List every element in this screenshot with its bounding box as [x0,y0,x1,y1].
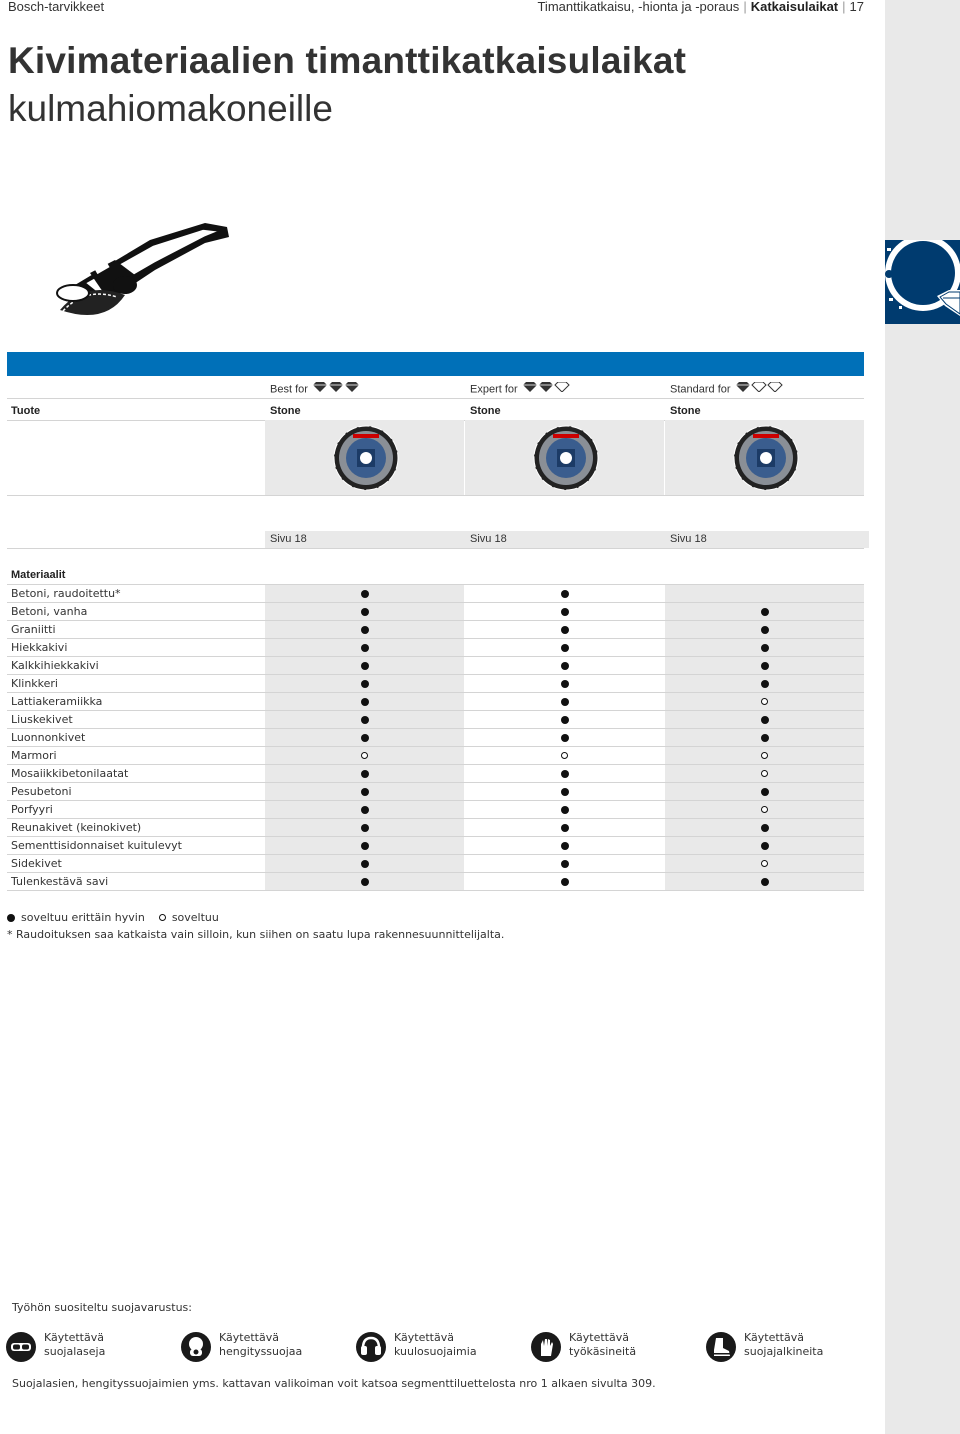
product-name: Stone [470,405,501,417]
full-dot-icon [361,806,369,814]
suitability-cell [465,783,664,800]
full-dot-icon [361,824,369,832]
table-row [7,765,864,783]
full-dot-icon [561,626,569,634]
material-name: Kalkkihiekkakivi [11,659,99,672]
open-dot-icon [361,752,368,759]
full-dot-icon [561,806,569,814]
full-dot-icon [561,860,569,868]
tier-row [7,381,864,399]
suitability-cell [465,693,664,710]
material-name: Liuskekivet [11,713,73,726]
right-sidebar [885,0,960,1434]
ppe-label: Käytettävä [744,1331,804,1344]
gloves-icon [531,1332,561,1362]
open-dot-icon [761,770,768,777]
suitability-cell [465,585,664,602]
ppe-label: Käytettävä [44,1331,104,1344]
full-dot-icon [361,626,369,634]
suitability-cell [465,855,664,872]
table-row [7,801,864,819]
suitability-cell [665,873,864,890]
full-dot-icon [7,914,15,922]
suitability-cell [665,711,864,728]
full-dot-icon [561,590,569,598]
suitability-cell [665,693,864,710]
suitability-cell [265,873,464,890]
full-dot-icon [761,824,769,832]
tier-standard: Standard for [665,381,869,398]
full-dot-icon [361,842,369,850]
suitability-cell [665,585,864,602]
full-dot-icon [361,860,369,868]
product-name: Stone [270,405,301,417]
suitability-cell [465,675,664,692]
full-dot-icon [361,680,369,688]
full-dot-icon [561,788,569,796]
ppe-label: suojajalkineita [744,1345,824,1358]
material-name: Tulenkestävä savi [11,875,109,888]
suitability-cell [265,639,464,656]
suitability-cell [665,801,864,818]
suitability-cell [465,765,664,782]
legend-full: soveltuu erittäin hyvin [21,911,145,924]
respirator-icon [181,1332,211,1362]
suitability-cell [265,711,464,728]
material-name: Luonnonkivet [11,731,86,744]
full-dot-icon [761,680,769,688]
full-dot-icon [761,788,769,796]
open-dot-icon [761,806,768,813]
suitability-cell [265,855,464,872]
breadcrumb-category: Timanttikatkaisu, -hionta ja -poraus [537,0,740,14]
ppe-label: Käytettävä [569,1331,629,1344]
suitability-cell [665,657,864,674]
material-name: Sementtisidonnaiset kuitulevyt [11,839,182,852]
table-row [7,747,864,765]
footnote: * Raudoituksen saa katkaista vain silloin, kun siihen on saatu lupa rakennesuunnittelijalta. [7,928,505,941]
material-name: Reunakivet (keinokivet) [11,821,142,834]
ppe-label: suojalaseja [44,1345,106,1358]
suitability-cell [465,603,664,620]
page-title: Kivimateriaalien timanttikatkaisulaikat [8,40,687,81]
suitability-cell [265,693,464,710]
materials-label: Materiaalit [11,569,66,581]
full-dot-icon [361,734,369,742]
full-dot-icon [361,698,369,706]
legend [7,911,219,924]
open-dot-icon [761,698,768,705]
full-dot-icon [761,734,769,742]
open-dot-icon [561,752,568,759]
full-dot-icon [561,716,569,724]
cutting-disc-image [465,420,664,495]
table-row [7,639,864,657]
suitability-cell [665,747,864,764]
bottom-note: Suojalasien, hengityssuojaimien yms. kattavan valikoiman voit katsoa segmenttiluettelosta nro 1 alkaen sivulta 309. [12,1377,656,1390]
full-dot-icon [361,608,369,616]
breadcrumb-section: Katkaisulaikat [750,0,839,14]
full-dot-icon [361,644,369,652]
table-row [7,837,864,855]
material-name: Sidekivet [11,857,62,870]
suitability-cell [465,621,664,638]
table-row [7,603,864,621]
ppe-label: hengityssuojaa [219,1345,303,1358]
suitability-cell [265,621,464,638]
angle-grinder-illustration [55,215,235,335]
product-label: Tuote [11,405,41,417]
suitability-cell [665,639,864,656]
suitability-cell [265,783,464,800]
suitability-cell [265,603,464,620]
suitability-cell [665,603,864,620]
full-dot-icon [561,644,569,652]
material-name: Betoni, raudoitettu* [11,587,121,600]
open-dot-icon [761,752,768,759]
material-name: Lattiakeramiikka [11,695,103,708]
full-dot-icon [561,608,569,616]
table-row [7,585,864,603]
ppe-label: kuulosuojaimia [394,1345,477,1358]
safety-boots-icon [706,1332,736,1362]
suitability-cell [465,801,664,818]
diamond-rating-icon [736,381,784,398]
suitability-cell [265,765,464,782]
full-dot-icon [361,590,369,598]
full-dot-icon [361,770,369,778]
full-dot-icon [761,626,769,634]
full-dot-icon [361,788,369,796]
ppe-title: Työhön suositeltu suojavarustus: [12,1301,192,1314]
ear-protection-icon [356,1332,386,1362]
suitability-cell [265,657,464,674]
breadcrumb: Timanttikatkaisu, -hionta ja -poraus | Katkaisulaikat | 17 [537,0,864,14]
page-number: 17 [849,0,864,14]
diamond-blade-icon [885,240,960,324]
cutting-disc-image [265,420,464,495]
table-row [7,873,864,891]
suitability-cell [665,729,864,746]
ppe-label: Käytettävä [219,1331,279,1344]
table-row [7,621,864,639]
page-subtitle: kulmahiomakoneille [8,88,333,129]
table-row [7,657,864,675]
goggles-icon [6,1332,36,1362]
page-reference: Sivu 18 [265,531,469,548]
full-dot-icon [361,716,369,724]
full-dot-icon [561,662,569,670]
table-header-bar [7,352,864,376]
suitability-cell [465,873,664,890]
suitability-cell [265,585,464,602]
suitability-cell [665,621,864,638]
suitability-cell [265,675,464,692]
full-dot-icon [561,734,569,742]
material-name: Graniitti [11,623,56,636]
suitability-cell [465,729,664,746]
table-row [7,693,864,711]
open-dot-icon [159,914,166,921]
full-dot-icon [561,770,569,778]
diamond-rating-icon [313,381,361,398]
material-name: Betoni, vanha [11,605,88,618]
full-dot-icon [761,716,769,724]
material-name: Porfyyri [11,803,53,816]
suitability-cell [665,765,864,782]
material-name: Marmori [11,749,57,762]
ppe-label: Käytettävä [394,1331,454,1344]
full-dot-icon [761,662,769,670]
table-row [7,729,864,747]
open-dot-icon [761,860,768,867]
diamond-rating-icon [523,381,571,398]
full-dot-icon [761,608,769,616]
tier-expert: Expert for [465,381,669,398]
table-row [7,711,864,729]
suitability-cell [665,819,864,836]
table-row [7,675,864,693]
full-dot-icon [561,824,569,832]
product-image-row [7,420,864,496]
suitability-cell [665,837,864,854]
product-name: Stone [670,405,701,417]
suitability-cell [465,639,664,656]
page-reference-row [7,531,864,549]
full-dot-icon [361,878,369,886]
table-row [7,783,864,801]
full-dot-icon [761,878,769,886]
material-name: Klinkkeri [11,677,58,690]
suitability-cell [265,837,464,854]
product-row [7,403,864,421]
page-reference: Sivu 18 [665,531,869,548]
suitability-cell [665,855,864,872]
suitability-cell [265,801,464,818]
cutting-disc-image [665,420,864,495]
material-name: Hiekkakivi [11,641,68,654]
full-dot-icon [561,842,569,850]
full-dot-icon [561,878,569,886]
full-dot-icon [361,662,369,670]
suitability-cell [265,729,464,746]
material-name: Pesubetoni [11,785,72,798]
suitability-cell [465,711,664,728]
tier-best: Best for [265,381,469,398]
suitability-cell [265,819,464,836]
material-name: Mosaiikkibetonilaatat [11,767,129,780]
full-dot-icon [761,644,769,652]
full-dot-icon [761,842,769,850]
materials-header-row [7,567,864,585]
full-dot-icon [561,680,569,688]
suitability-cell [465,747,664,764]
suitability-cell [465,819,664,836]
table-row [7,819,864,837]
suitability-cell [665,675,864,692]
suitability-cell [265,747,464,764]
suitability-cell [465,837,664,854]
suitability-cell [465,657,664,674]
ppe-label: työkäsineitä [569,1345,637,1358]
full-dot-icon [561,698,569,706]
table-row [7,855,864,873]
legend-open: soveltuu [171,911,219,924]
brand-header: Bosch-tarvikkeet [8,0,105,14]
page-reference: Sivu 18 [465,531,669,548]
suitability-cell [665,783,864,800]
